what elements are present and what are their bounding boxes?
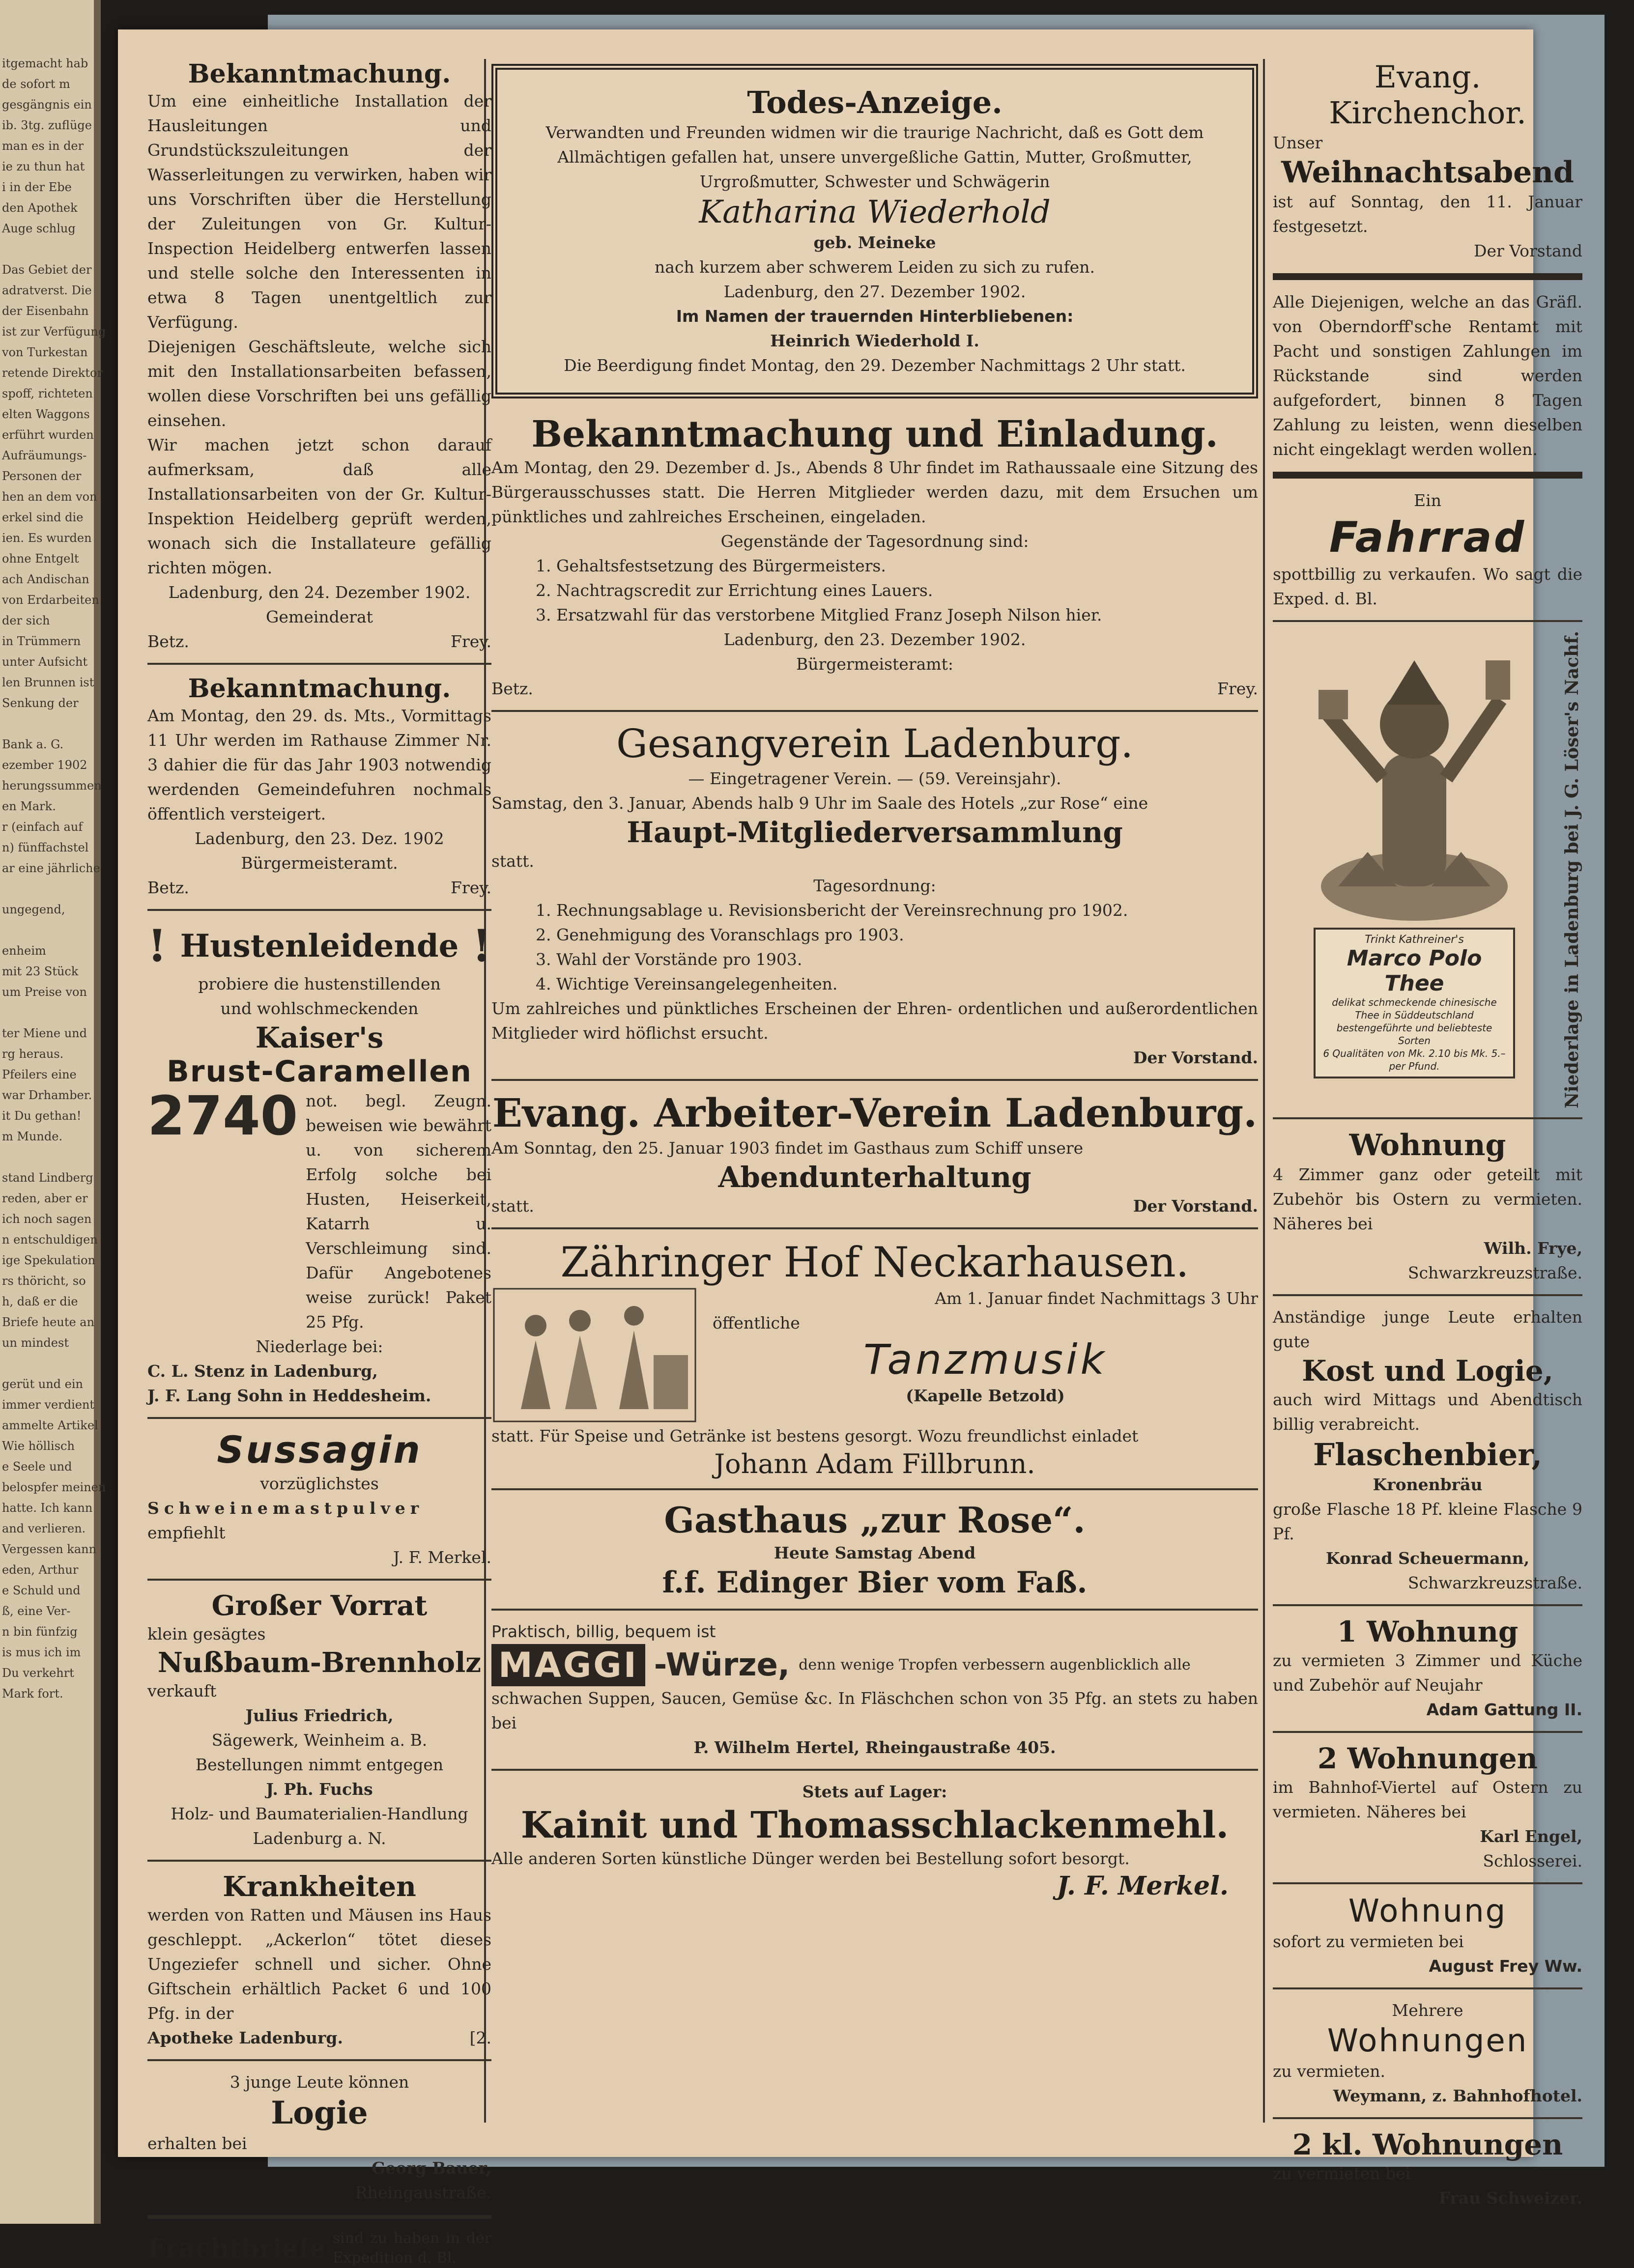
- ad-title: Gasthaus „zur Rose“.: [664, 1499, 1086, 1541]
- ad-text: zu vermieten 3 Zimmer und Küche und Zubehör auf Neujahr: [1273, 1650, 1582, 1695]
- column-divider: [1263, 59, 1265, 2123]
- signature: J. F. Merkel.: [393, 1548, 491, 1567]
- ad-dance-music: [491, 1238, 1258, 1479]
- ad-title: Kainit und Thomasschlackenmehl.: [520, 1804, 1229, 1846]
- ad-text: erhalten bei: [147, 2134, 247, 2153]
- agenda-item: 3. Wahl der Vorstände pro 1903.: [536, 950, 803, 969]
- ad-text: Im Namen der trauernden Hinterbliebenen:: [676, 307, 1074, 326]
- ad-title: Todes-Anzeige.: [747, 85, 1003, 120]
- advertiser-name: Karl Engel,: [1480, 1826, 1582, 1846]
- fragment-line: h, daß er die: [2, 1295, 78, 1308]
- exclamation-icon: !: [472, 920, 491, 972]
- ad-text: sofort zu vermieten bei: [1273, 1931, 1464, 1951]
- seller: Apotheke Ladenburg.: [147, 2028, 343, 2047]
- divider: [1273, 1294, 1582, 1296]
- ad-text: Am Sonntag, den 25. Januar 1903 findet im Gasthaus zum Schiff unsere: [491, 1138, 1084, 1158]
- fragment-line: unter Aufsicht: [2, 655, 88, 669]
- ad-text: Am 1. Januar findet Nachmittags 3 Uhr: [935, 1289, 1258, 1308]
- divider: [491, 1227, 1258, 1229]
- exclamation-icon: !: [147, 920, 167, 972]
- fragment-line: elten Waggons: [2, 407, 90, 421]
- fragment-line: un mindest: [2, 1336, 69, 1350]
- fragment-line: [2, 879, 93, 898]
- ad-text: Stets auf Lager:: [802, 1782, 947, 1801]
- ad-text: Schweinemastpulver: [147, 1499, 424, 1518]
- ad-text: zu vermieten bei: [1273, 2163, 1411, 2183]
- divider: [1273, 273, 1582, 280]
- notice-gemeindefuhren: [147, 674, 491, 900]
- fragment-line: Du verkehrt: [2, 1666, 74, 1680]
- fragment-line: [2, 1003, 93, 1022]
- ad-text: 3 junge Leute können: [229, 2072, 409, 2092]
- advertiser-street: Schwarzkreuzstraße.: [1407, 1573, 1582, 1592]
- notice-body: Wir machen jetzt schon darauf aufmerksam, daß alle Installationsarbeiten von der Gr. Kultur-Inspektion Heidelberg geprüft werden, wonach sich die Installateure gefällig richten mögen.: [147, 435, 491, 577]
- notice-installation: [147, 59, 491, 654]
- fragment-line: n entschuldigen: [2, 1233, 98, 1247]
- ad-title: 2 Wohnungen: [1318, 1741, 1538, 1775]
- fragment-line: ohne Entgelt: [2, 552, 79, 566]
- signature: Frey.: [451, 878, 491, 897]
- fragment-line: i in der Ebe: [2, 180, 72, 194]
- seller: P. Wilhelm Hertel, Rheingaustraße 405.: [693, 1738, 1056, 1757]
- fragment-line: [2, 714, 93, 733]
- notice-issuer: Bürgermeisteramt.: [241, 853, 398, 873]
- ad-text: not. begl. Zeugn. beweisen wie bewährt u. von sicherem Erfolg solche bei Husten, Heiserkeit, Katarrh u. Verschleimung sind. Dafür Angebotenes weise zurück! Paket 25 Pfg.: [306, 1091, 491, 1332]
- fragment-line: is mus ich im: [2, 1645, 81, 1659]
- deceased-name: Katharina Wiederhold: [699, 194, 1051, 230]
- product-name: -Würze,: [654, 1647, 790, 1683]
- ad-text: werden von Ratten und Mäusen ins Haus geschleppt. „Ackerlon“ tötet dieses Ungeziefer schnell und sicher. Ohne Giftschein erhältlich Packet 6 und 100 Pfg. in der: [147, 1905, 491, 2023]
- divider: [147, 1579, 491, 1581]
- fragment-line: Aufräumungs-: [2, 449, 87, 462]
- divider: [1273, 620, 1582, 622]
- fragment-line: e Seele und: [2, 1460, 72, 1474]
- price-info: große Flasche 18 Pf. kleine Flasche 9 Pf.: [1273, 1499, 1582, 1543]
- ad-firewood: [147, 1589, 491, 1851]
- fragment-line: [2, 240, 93, 258]
- agenda-item: 4. Wichtige Vereinsangelegenheiten.: [536, 974, 838, 993]
- advertiser-name: Wilh. Frye,: [1484, 1238, 1582, 1258]
- ad-title: Fahrrad: [1329, 513, 1526, 562]
- ad-text: Alle anderen Sorten künstliche Dünger werden bei Bestellung sofort besorgt.: [491, 1849, 1130, 1868]
- ad-text: Niederlage bei:: [256, 1337, 383, 1356]
- ad-title: Großer Vorrat: [211, 1589, 428, 1622]
- fragment-line: hen an dem von: [2, 490, 97, 504]
- ad-title: Bekanntmachung und Einladung.: [531, 413, 1218, 455]
- ad-date: Ladenburg, den 27. Dezember 1902.: [723, 282, 1026, 301]
- signature: Betz.: [147, 878, 189, 897]
- maiden-name: geb. Meineke: [813, 233, 936, 252]
- ad-text: denn wenige Tropfen verbessern augenblicklich alle: [799, 1656, 1191, 1673]
- event-name: Weihnachtsabend: [1281, 155, 1574, 190]
- notice-issuer: Bürgermeisteramt:: [796, 654, 953, 674]
- ad-apartments-engel: [1273, 1742, 1582, 1873]
- ad-gasthaus-rose: [491, 1499, 1258, 1600]
- signature: Der Vorstand: [1474, 241, 1582, 260]
- divider: [1273, 2117, 1582, 2119]
- ad-church-choir: [1273, 59, 1582, 263]
- divider: [147, 1417, 491, 1419]
- ad-title: Sussagin: [217, 1428, 422, 1472]
- fragment-line: gesgängnis ein: [2, 98, 92, 112]
- ad-workers-association: [491, 1090, 1258, 1219]
- adjacent-page-text: [2, 54, 106, 1705]
- fragment-line: rs thöricht, so: [2, 1274, 86, 1288]
- brand-name: Kaiser's: [255, 1021, 384, 1054]
- ad-title: Zähringer Hof Neckarhausen.: [560, 1238, 1189, 1286]
- ad-apartment-frye: [1273, 1128, 1582, 1285]
- divider: [1273, 1731, 1582, 1733]
- agenda-item: 1. Gehaltsfestsetzung des Bürgermeisters.: [536, 556, 886, 575]
- advertiser-name: August Frey Ww.: [1429, 1956, 1582, 1976]
- ad-text: Trinkt Kathreiner's: [1365, 934, 1464, 946]
- ad-text: 4 Zimmer ganz oder geteilt mit Zubehör bis Ostern zu vermieten. Näheres bei: [1273, 1164, 1582, 1233]
- agenda-item: 1. Rechnungsablage u. Revisionsbericht der Vereinsrechnung pro 1902.: [536, 901, 1128, 920]
- fragment-line: erkel sind die: [2, 510, 84, 524]
- ad-fertilizer: [491, 1780, 1258, 1901]
- signature: Johann Adam Fillbrunn.: [714, 1448, 1035, 1479]
- ad-cough-caramels: [147, 920, 491, 1408]
- divider: [1273, 1882, 1582, 1884]
- ad-text: sind zu haben in der Expedition d. Bl.: [332, 2230, 491, 2267]
- fragment-line: m Munde.: [2, 1130, 63, 1143]
- fragment-line: Pfeilers eine: [2, 1068, 77, 1081]
- notice-body: Diejenigen Geschäftsleute, welche sich mit den Installationsarbeiten befassen, wollen diese Vorschriften bei uns gefällig einsehen.: [147, 337, 491, 430]
- fragment-line: der sich: [2, 614, 50, 627]
- advertiser-name: Georg Bauer,: [372, 2158, 491, 2178]
- divider: [1273, 1987, 1582, 1989]
- ad-title: Logie: [271, 2095, 368, 2131]
- price-info: 6 Qualitäten von Mk. 2.10 bis Mk. 5.– per Pfund.: [1323, 1048, 1506, 1072]
- fragment-line: ien. Es wurden: [2, 531, 92, 545]
- advertiser-name: Weymann, z. Bahnhofhotel.: [1333, 2086, 1582, 2105]
- divider: [147, 2215, 491, 2219]
- obituary: [491, 64, 1258, 398]
- divider: [147, 2059, 491, 2061]
- ad-text: Anständige junge Leute erhalten gute: [1273, 1307, 1582, 1351]
- ad-bicycle: [1273, 488, 1582, 611]
- ad-title: Krankheiten: [223, 1871, 416, 1903]
- ad-choral-society: [491, 721, 1258, 1070]
- ad-text: im Bahnhof-Viertel auf Ostern zu vermieten. Näheres bei: [1273, 1777, 1582, 1821]
- fragment-line: ist zur Verfügung: [2, 325, 106, 339]
- depot-vertical: Niederlage in Ladenburg bei J. G. Löser's Nachf.: [1562, 631, 1582, 1108]
- notice-date: Ladenburg, den 23. Dez. 1902: [195, 829, 444, 848]
- fragment-line: rg heraus.: [2, 1047, 64, 1061]
- fragment-line: [2, 1354, 93, 1373]
- ad-text: Alle Diejenigen, welche an das Gräfl. von Oberndorff'sche Rentamt mit Pacht und sonstigen Zahlungen im Rückstande sind werden aufgefordert, binnen 8 Tagen Zahlung zu leisten, wenn dieselben nicht eingeklagt werden wollen.: [1273, 292, 1582, 459]
- ad-text: probiere die hustenstillenden: [198, 974, 441, 993]
- ad-title: Gesangverein Ladenburg.: [616, 721, 1133, 766]
- ad-mark: [2.: [469, 2028, 491, 2047]
- agent-trade: Holz- und Baumaterialien-Handlung: [171, 1804, 468, 1823]
- fragment-line: r (einfach auf: [2, 820, 83, 834]
- agenda-item: 2. Nachtragscredit zur Errichtung eines Lauers.: [536, 581, 933, 600]
- ad-text: und wohlschmeckenden: [220, 999, 419, 1018]
- notice-body: Am Montag, den 29. ds. Mts., Vormittags 11 Uhr werden im Rathause Zimmer Nr. 3 dahier die für das Jahr 1903 notwendig werdenden Gemeindefuhren nochmals öffentlich versteigert.: [147, 706, 491, 823]
- agenda-label: Gegenstände der Tagesordnung sind:: [720, 532, 1029, 551]
- fragment-line: um Preise von: [2, 985, 87, 999]
- ad-board-and-beer: [1273, 1305, 1582, 1595]
- column-right: [1273, 59, 1582, 2208]
- advertiser-street: Rheingaustraße.: [355, 2183, 491, 2202]
- column-left: [147, 59, 491, 2267]
- ad-title: Wohnung: [1349, 1128, 1506, 1162]
- ad-title: Frachtbriefe: [147, 2233, 326, 2264]
- fragment-line: Das Gebiet der: [2, 263, 92, 277]
- ad-text: statt.: [491, 1196, 534, 1216]
- adjacent-page-fragment: [0, 0, 106, 2224]
- fragment-line: von Turkestan: [2, 345, 88, 359]
- fragment-line: ammelte Artikel: [2, 1418, 98, 1432]
- ad-text: Ein: [1414, 491, 1441, 510]
- advertiser-name: Frau Schweizer.: [1438, 2188, 1582, 2208]
- ad-sussagin: [147, 1428, 491, 1570]
- band-name: (Kapelle Betzold): [906, 1386, 1065, 1405]
- brand-name: Marco Polo Thee: [1347, 946, 1482, 996]
- signature: Frey.: [451, 632, 491, 651]
- ad-apartments-weymann: [1273, 1998, 1582, 2108]
- ad-text: zu vermieten.: [1273, 2061, 1385, 2081]
- fragment-line: stand Lindberg: [2, 1171, 93, 1185]
- agent-place: Ladenburg a. N.: [253, 1829, 386, 1848]
- fragment-line: gerüt und ein: [2, 1377, 84, 1391]
- signature: Frey.: [1217, 679, 1258, 698]
- divider: [491, 1079, 1258, 1081]
- ad-text: empfiehlt: [147, 1523, 226, 1542]
- signer: Heinrich Wiederhold I.: [770, 331, 979, 350]
- divider: [1273, 472, 1582, 479]
- fragment-line: ib. 3tg. zuflüge: [2, 118, 92, 132]
- ad-text: Um zahlreiches und pünktliches Erscheinen der Ehren- ordentlichen und außerordentlichen Mitglieder wird höflichst ersucht.: [491, 999, 1258, 1043]
- fragment-line: ige Spekulation: [2, 1253, 96, 1267]
- fragment-line: ich noch sagen: [2, 1212, 92, 1226]
- fragment-line: ezember 1902: [2, 758, 87, 772]
- ad-text: Am Montag, den 29. Dezember d. Js., Abends 8 Uhr findet im Rathaussaale eine Sitzung des Bürgerausschusses statt. Die Herren Mitglieder werden dazu, mit dem Ersuchen um pünktliches und zahlreiches Erscheinen, eingeladen.: [491, 458, 1258, 526]
- fragment-line: retende Direktor: [2, 366, 103, 380]
- fragment-line: ter Miene und: [2, 1026, 87, 1040]
- ad-title: Flaschenbier,: [1313, 1436, 1543, 1473]
- ad-apartment-gattung: [1273, 1615, 1582, 1722]
- fragment-line: man es in der: [2, 139, 84, 153]
- fragment-line: n) fünffachstel: [2, 841, 89, 854]
- ad-title: Kost und Logie,: [1302, 1354, 1553, 1388]
- fragment-line: ungegend,: [2, 903, 65, 916]
- divider: [1273, 1117, 1582, 1119]
- agent-name: J. Ph. Fuchs: [266, 1780, 373, 1799]
- fragment-line: herungssummen: [2, 779, 102, 793]
- ad-title: 1 Wohnung: [1337, 1615, 1519, 1648]
- fragment-line: hatte. Ich kann: [2, 1501, 93, 1515]
- ad-text: auch wird Mittags und Abendtisch billig verabreicht.: [1273, 1389, 1582, 1434]
- signature: Betz.: [491, 679, 533, 698]
- fragment-line: mit 23 Stück: [2, 964, 79, 978]
- signature: Der Vorstand.: [1133, 1048, 1258, 1067]
- notice-rentamt: [1273, 290, 1582, 462]
- depot: J. F. Lang Sohn in Heddesheim.: [147, 1386, 431, 1405]
- product-name: Brust-Caramellen: [167, 1054, 472, 1089]
- fragment-line: der Eisenbahn: [2, 304, 89, 318]
- fragment-line: adratverst. Die: [2, 284, 92, 297]
- fragment-line: ß, eine Ver-: [2, 1604, 71, 1618]
- notice-issuer: Gemeinderat: [266, 607, 373, 626]
- fragment-line: [2, 921, 93, 939]
- agenda-label: Tagesordnung:: [813, 876, 936, 895]
- signature: Betz.: [147, 632, 189, 651]
- ad-waybills: [147, 2229, 491, 2268]
- agenda-item: 3. Ersatzwahl für das verstorbene Mitglied Franz Joseph Nilson hier.: [536, 605, 1102, 624]
- fragment-line: erführt wurden: [2, 428, 94, 442]
- ad-text: Samstag, den 3. Januar, Abends halb 9 Uhr im Saale des Hotels „zur Rose“ eine: [491, 794, 1148, 813]
- fragment-line: itgemacht hab: [2, 57, 88, 70]
- ad-text: vorzüglichstes: [260, 1474, 379, 1493]
- fragment-line: Wie höllisch: [2, 1439, 75, 1453]
- maggi-logo: MAGGI: [491, 1644, 645, 1686]
- fragment-line: spoff, richteten: [2, 387, 93, 400]
- fragment-line: Vergessen kann: [2, 1542, 97, 1556]
- product-name: Nußbaum-Brennholz: [157, 1646, 482, 1679]
- depot: C. L. Stenz in Ladenburg,: [147, 1361, 378, 1381]
- ad-title: Wohnung: [1348, 1893, 1507, 1929]
- fragment-line: Senkung der: [2, 696, 79, 710]
- ad-title: Wohnungen: [1327, 2022, 1528, 2059]
- fragment-line: ar eine jährliche: [2, 861, 100, 875]
- fragment-line: ie zu thun hat: [2, 160, 85, 173]
- ad-highlight: f.f. Edinger Bier vom Faß.: [662, 1565, 1088, 1600]
- ad-title: Hustenleidende: [180, 927, 459, 964]
- fragment-line: de sofort m: [2, 77, 70, 91]
- fragment-line: Auge schlug: [2, 222, 76, 235]
- ad-text: nach kurzem aber schwerem Leiden zu sich zu rufen.: [655, 257, 1095, 277]
- fragment-line: Briefe heute an: [2, 1315, 95, 1329]
- fragment-line: [2, 1148, 93, 1166]
- fragment-line: ach Andischan: [2, 572, 89, 586]
- ad-text: ist auf Sonntag, den 11. Januar festgesetzt.: [1273, 192, 1582, 236]
- ad-text: Praktisch, billig, bequem ist: [491, 1622, 716, 1641]
- dancing-couples-illustration: [491, 1286, 698, 1424]
- fragment-line: en Mark.: [2, 799, 56, 813]
- divider: [147, 1860, 491, 1862]
- newspaper-page: [118, 29, 1582, 2267]
- ad-text: klein gesägtes: [147, 1624, 266, 1644]
- ad-apartment-frey: [1273, 1893, 1582, 1979]
- agenda-item: 2. Genehmigung des Voranschlags pro 1903.: [536, 925, 904, 944]
- notice-title: Bekanntmachung.: [188, 59, 451, 89]
- ad-marco-polo-tea: [1273, 631, 1582, 1108]
- ad-text: Unser: [1273, 133, 1323, 152]
- column-center: [491, 59, 1258, 2127]
- ad-text: Bestellungen nimmt entgegen: [195, 1755, 444, 1774]
- divider: [147, 909, 491, 911]
- fragment-line: len Brunnen ist: [2, 676, 94, 689]
- idol-icon: [1309, 631, 1520, 926]
- deity-figure-illustration: [1309, 631, 1520, 1072]
- ad-date: Ladenburg, den 23. Dezember 1902.: [723, 630, 1026, 649]
- fragment-line: den Apothek: [2, 201, 78, 215]
- advertiser-name: Adam Gattung II.: [1426, 1700, 1582, 1719]
- event-name: Haupt-Mitgliederversammlung: [627, 816, 1123, 849]
- fragment-line: eden, Arthur: [2, 1563, 79, 1577]
- ad-text: statt.: [491, 851, 534, 871]
- fragment-line: enheim: [2, 944, 46, 958]
- fragment-line: belospfer meinen: [2, 1480, 106, 1494]
- ad-subtitle: — Eingetragener Verein. — (59. Vereinsjahr).: [688, 769, 1061, 788]
- fragment-line: and verlieren.: [2, 1522, 86, 1535]
- fragment-line: it Du gethan!: [2, 1109, 82, 1123]
- advertiser-street: Schwarzkreuzstraße.: [1407, 1263, 1582, 1282]
- signature: Der Vorstand.: [1133, 1196, 1258, 1216]
- fragment-line: Personen der: [2, 469, 82, 483]
- fragment-line: Mark fort.: [2, 1687, 63, 1701]
- testimonial-count: 2740: [147, 1084, 298, 1147]
- brand-name: Kronenbräu: [1373, 1474, 1483, 1494]
- ad-text: delikat schmeckende chinesische Thee in Süddeutschland bestengeführte und beliebteste Sorten: [1332, 996, 1497, 1047]
- fragment-line: reden, aber er: [2, 1191, 88, 1205]
- fragment-line: immer verdient: [2, 1398, 95, 1412]
- ad-title: Evang. Kirchenchor.: [1329, 59, 1526, 131]
- divider: [491, 710, 1258, 712]
- ad-text: Mehrere: [1392, 2000, 1463, 2020]
- divider: [491, 1488, 1258, 1490]
- ad-text: Heute Samstag Abend: [774, 1543, 976, 1562]
- fragment-line: e Schuld und: [2, 1584, 81, 1597]
- advertiser-place: Sägewerk, Weinheim a. B.: [211, 1730, 428, 1750]
- fragment-line: n bin fünfzig: [2, 1625, 78, 1639]
- advertiser-name: Julius Friedrich,: [245, 1706, 394, 1725]
- ad-text: öffentliche: [713, 1313, 800, 1332]
- advertiser-name: Konrad Scheuermann,: [1325, 1548, 1530, 1568]
- divider: [147, 663, 491, 665]
- fragment-line: war Drhamber.: [2, 1088, 92, 1102]
- funeral-info: Die Beerdigung findet Montag, den 29. Dezember Nachmittags 2 Uhr statt.: [564, 356, 1186, 375]
- notice-council-meeting: [491, 413, 1258, 701]
- ad-pest-control: [147, 1871, 491, 2050]
- divider: [491, 1609, 1258, 1611]
- notice-date: Ladenburg, den 24. Dezember 1902.: [168, 583, 471, 602]
- fragment-line: Bank a. G.: [2, 737, 64, 751]
- ad-title: 2 kl. Wohnungen: [1292, 2127, 1563, 2161]
- ad-small-apartments: [1273, 2128, 1582, 2211]
- advertiser-trade: Schlosserei.: [1483, 1851, 1582, 1871]
- ad-text: verkauft: [147, 1681, 217, 1701]
- fragment-line: von Erdarbeiten: [2, 593, 99, 607]
- event-name: Tanzmusik: [863, 1335, 1108, 1384]
- divider: [491, 1769, 1258, 1771]
- divider: [1273, 1604, 1582, 1606]
- fragment-line: in Trümmern: [2, 634, 81, 648]
- ad-title: Evang. Arbeiter-Verein Ladenburg.: [492, 1090, 1258, 1136]
- ad-lodging: [147, 2070, 491, 2205]
- notice-body: Um eine einheitliche Installation der Hausleitungen und Grundstückszuleitungen der Wasserleitungen zu verwirken, haben wir uns Vorschriften über die Herstellung der Zuleitungen von Gr. Kultur-Inspection Heidelberg entwerfen lassen und stelle solche den Interessenten in etwa 8 Tagen unentgeltlich zur Verfügung.: [147, 91, 491, 332]
- event-name: Abendunterhaltung: [718, 1161, 1032, 1194]
- ad-text: Verwandten und Freunden widmen wir die traurige Nachricht, daß es Gott dem Allmächtigen gefallen hat, unsere unvergeßliche Gattin, Mutter, Großmutter, Urgroßmutter, Schwester und Schwägerin: [545, 123, 1204, 191]
- ad-text: schwachen Suppen, Saucen, Gemüse &c. In Fläschchen schon von 35 Pfg. an stets zu haben bei: [491, 1689, 1258, 1732]
- ad-text: statt. Für Speise und Getränke ist bestens gesorgt. Wozu freundlichst einladet: [491, 1426, 1139, 1446]
- signature: J. F. Merkel.: [1057, 1871, 1229, 1901]
- ad-maggi: [491, 1619, 1258, 1760]
- ad-text: spottbillig zu verkaufen. Wo sagt die Exped. d. Bl.: [1273, 565, 1582, 608]
- notice-title: Bekanntmachung.: [188, 674, 451, 704]
